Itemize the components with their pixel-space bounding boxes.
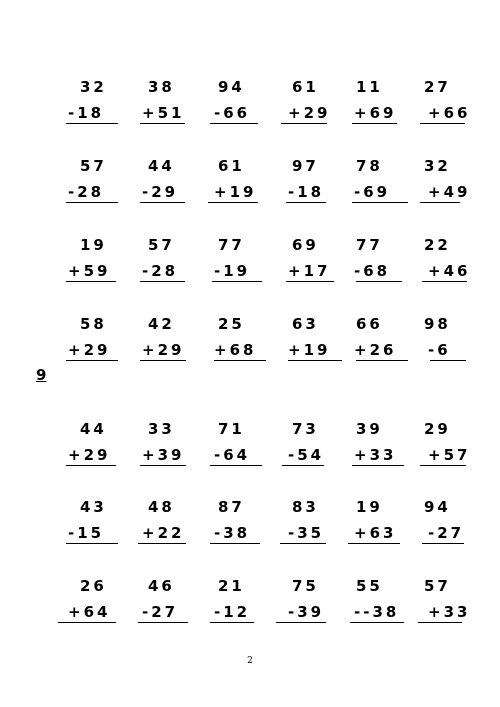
bottom-number: -19 — [214, 262, 251, 280]
problem-row — [0, 236, 500, 306]
bottom-number: +39 — [142, 446, 185, 464]
bottom-number: +17 — [288, 262, 331, 280]
top-number: 55 — [356, 577, 383, 595]
top-number: 44 — [80, 420, 107, 438]
answer-line — [138, 543, 186, 544]
bottom-number: +68 — [214, 341, 257, 359]
answer-line — [210, 622, 254, 623]
bottom-number: -38 — [214, 524, 251, 542]
top-number: 19 — [356, 498, 383, 516]
answer-line — [138, 622, 188, 623]
top-number: 78 — [356, 157, 383, 175]
top-number: 71 — [218, 420, 245, 438]
bottom-number: -68 — [354, 262, 391, 280]
bottom-number: -28 — [142, 262, 179, 280]
top-number: 25 — [218, 315, 245, 333]
bottom-number: -27 — [428, 524, 465, 542]
problem-row — [0, 78, 500, 148]
top-number: 27 — [424, 78, 451, 96]
answer-line — [348, 543, 400, 544]
top-number: 29 — [424, 420, 451, 438]
top-number: 63 — [292, 315, 319, 333]
top-number: 94 — [424, 498, 451, 516]
top-number: 98 — [424, 315, 451, 333]
answer-line — [350, 622, 404, 623]
bottom-number: -64 — [214, 446, 251, 464]
answer-line — [420, 202, 460, 203]
bottom-number: +29 — [68, 341, 111, 359]
bottom-number: +26 — [354, 341, 397, 359]
problem-row — [0, 498, 500, 568]
answer-line — [286, 281, 334, 282]
top-number: 21 — [218, 577, 245, 595]
top-number: 87 — [218, 498, 245, 516]
answer-line — [208, 202, 258, 203]
bottom-number: +69 — [354, 104, 397, 122]
answer-line — [66, 281, 116, 282]
bottom-number: +49 — [428, 183, 471, 201]
top-number: 32 — [80, 78, 107, 96]
page-number: 2 — [247, 656, 253, 666]
answer-line — [66, 202, 118, 203]
answer-line — [210, 465, 262, 466]
answer-line — [420, 465, 466, 466]
bottom-number: +29 — [68, 446, 111, 464]
answer-line — [276, 622, 326, 623]
answer-line — [140, 465, 186, 466]
problem-row — [0, 577, 500, 647]
answer-line — [282, 465, 324, 466]
answer-line — [210, 123, 258, 124]
top-number: 94 — [218, 78, 245, 96]
bottom-number: +22 — [142, 524, 185, 542]
answer-line — [418, 622, 462, 623]
problem-row — [0, 157, 500, 227]
answer-line — [66, 123, 118, 124]
top-number: 77 — [356, 236, 383, 254]
top-number: 57 — [80, 157, 107, 175]
top-number: 69 — [292, 236, 319, 254]
top-number: 44 — [148, 157, 175, 175]
answer-line — [352, 202, 408, 203]
answer-line — [210, 543, 260, 544]
answer-line — [66, 360, 118, 361]
bottom-number: +29 — [288, 104, 331, 122]
problem-row — [0, 315, 500, 385]
top-number: 57 — [148, 236, 175, 254]
top-number: 33 — [148, 420, 175, 438]
answer-line — [66, 543, 118, 544]
answer-line — [356, 281, 402, 282]
bottom-number: +66 — [428, 104, 471, 122]
answer-line — [422, 281, 467, 282]
top-number: 83 — [292, 498, 319, 516]
answer-line — [212, 281, 262, 282]
answer-line — [352, 123, 397, 124]
bottom-number: +19 — [288, 341, 331, 359]
bottom-number: -69 — [354, 183, 391, 201]
answer-line — [356, 360, 408, 361]
bottom-number: -18 — [68, 104, 105, 122]
answer-line — [352, 465, 404, 466]
bottom-number: -12 — [214, 603, 251, 621]
bottom-number: +57 — [428, 446, 471, 464]
top-number: 66 — [356, 315, 383, 333]
bottom-number: +33 — [428, 603, 471, 621]
bottom-number: +63 — [354, 524, 397, 542]
top-number: 19 — [80, 236, 107, 254]
bottom-number: -35 — [288, 524, 325, 542]
top-number: 11 — [356, 78, 383, 96]
bottom-number: -28 — [68, 183, 105, 201]
top-number: 32 — [424, 157, 451, 175]
bottom-number: +64 — [68, 603, 111, 621]
bottom-number: +33 — [354, 446, 397, 464]
problem-row — [0, 420, 500, 490]
top-number: 57 — [424, 577, 451, 595]
top-number: 58 — [80, 315, 107, 333]
top-number: 42 — [148, 315, 175, 333]
bottom-number: -39 — [288, 603, 325, 621]
top-number: 26 — [80, 577, 107, 595]
bottom-number: -15 — [68, 524, 105, 542]
answer-line — [422, 543, 464, 544]
top-number: 38 — [148, 78, 175, 96]
bottom-number: +59 — [68, 262, 111, 280]
top-number: 77 — [218, 236, 245, 254]
top-number: 22 — [424, 236, 451, 254]
answer-line — [281, 123, 327, 124]
bottom-number: -29 — [142, 183, 179, 201]
bottom-number: -54 — [288, 446, 325, 464]
answer-line — [66, 465, 116, 466]
answer-line — [420, 123, 465, 124]
bottom-number: -66 — [214, 104, 251, 122]
answer-line — [288, 360, 342, 361]
stray-digit: 9 — [36, 366, 47, 384]
top-number: 48 — [148, 498, 175, 516]
bottom-number: -18 — [288, 183, 325, 201]
bottom-number: --38 — [354, 603, 400, 621]
bottom-number: +46 — [428, 262, 471, 280]
top-number: 73 — [292, 420, 319, 438]
answer-line — [214, 360, 266, 361]
bottom-number: +19 — [214, 183, 257, 201]
bottom-number: -27 — [142, 603, 179, 621]
answer-line — [430, 360, 466, 361]
top-number: 46 — [148, 577, 175, 595]
answer-line — [286, 202, 326, 203]
bottom-number: +51 — [142, 104, 185, 122]
top-number: 39 — [356, 420, 383, 438]
top-number: 43 — [80, 498, 107, 516]
answer-line — [140, 281, 185, 282]
top-number: 75 — [292, 577, 319, 595]
bottom-number: +29 — [142, 341, 185, 359]
top-number: 61 — [292, 78, 319, 96]
top-number: 61 — [218, 157, 245, 175]
bottom-number: -6 — [428, 341, 451, 359]
top-number: 97 — [292, 157, 319, 175]
answer-line — [280, 543, 326, 544]
answer-line — [140, 123, 185, 124]
answer-line — [140, 360, 186, 361]
answer-line — [140, 202, 185, 203]
